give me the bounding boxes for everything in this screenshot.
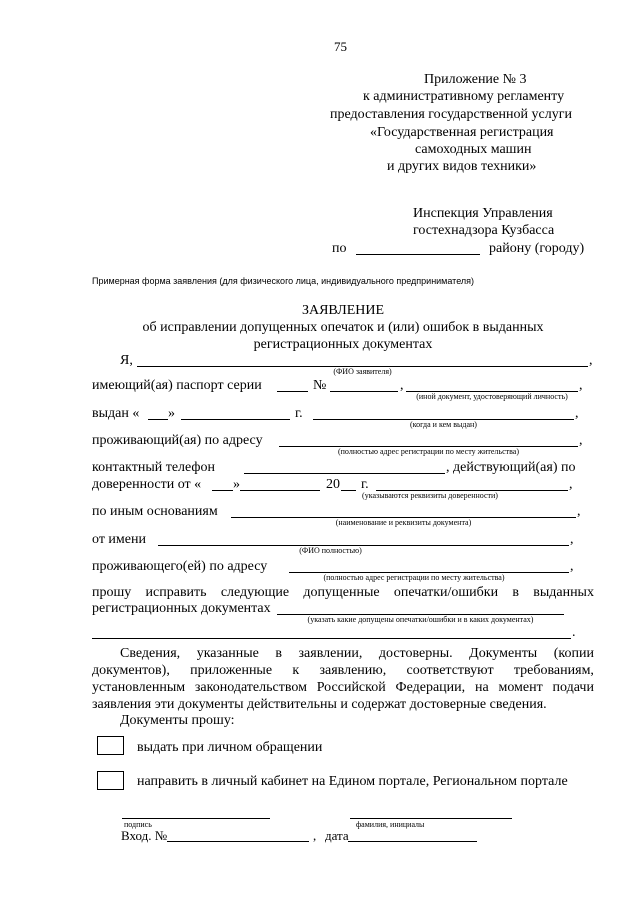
addressee-suffix: району (городу) [489,241,585,256]
field-hint: (ФИО заявителя) [333,367,392,376]
residing2-label: проживающего(ей) по адресу [92,559,268,574]
issued-day-field[interactable] [148,419,168,420]
appendix-line: и других видов техники» [387,159,537,174]
issued-label: выдан « [92,406,140,421]
date-label: дата [325,828,349,843]
option-in-person-checkbox[interactable] [97,736,124,755]
appendix-line: самоходных машин [415,142,532,157]
request-line: прошу исправить следующие допущенные опечатки/ошибки в выданных [92,585,594,600]
proxy-label: доверенности от « [92,477,202,492]
option-portal-label: направить в личный кабинет на Едином портале, Региональном портале [137,774,568,789]
district-field[interactable] [356,254,480,255]
passport-series-field[interactable] [277,391,308,392]
documents-request-label: Документы прошу: [120,713,235,728]
statement-paragraph: заявления эти документы действительны и содержат достоверные сведения. [92,697,547,712]
appendix-line: к административному регламенту [363,89,565,104]
statement-paragraph: документов), приложенные к заявлению, соответствуют требованиям, [92,663,594,678]
addressee-line: Инспекция Управления [413,206,553,221]
passport-number-label: № [313,378,327,393]
signature-label: подпись [124,820,152,829]
appendix-line: предоставления государственной услуги [330,107,572,122]
proxy-quote: » [233,477,240,492]
proxy-year-prefix: 20 [326,477,340,492]
field-hint: (когда и кем выдан) [410,420,477,429]
full-name-field[interactable] [350,818,512,819]
incoming-number-label: Вход. № [121,828,168,843]
appendix-line: Приложение № 3 [424,72,527,87]
passport-number-field[interactable] [330,391,398,392]
document-subtitle: об исправлении допущенных опечаток и (или) ошибок в выданных [142,320,544,335]
statement-paragraph: установленным законодательством Российской Федерации, на момент подачи [92,680,594,695]
field-hint: (полностью адрес регистрации по месту жительства) [337,447,520,456]
field-hint: (наименование и реквизиты документа) [335,518,472,527]
phone-field[interactable] [244,473,445,474]
field-hint: (указать какие допущены опечатки/ошибки и в каких документах) [307,615,534,624]
full-name-label: фамилия, инициалы [356,820,425,829]
form-note: Примерная форма заявления (для физического лица, индивидуального предпринимателя) [92,276,475,286]
incoming-number-field[interactable] [167,841,309,842]
addressee-prefix: по [332,241,347,256]
appendix-line: «Государственная регистрация [370,125,554,140]
request-details-field-2[interactable] [92,638,571,639]
document-title: ЗАЯВЛЕНИЕ [301,303,385,318]
acting-label: , действующий(ая) по [446,460,576,475]
issued-year-label: г. [295,406,303,421]
applicant-label: Я, [120,353,133,368]
field-hint: (полностью адрес регистрации по месту жительства) [323,573,505,582]
proxy-year-label: г. [361,477,369,492]
request-line-2: регистрационных документах [92,601,271,616]
document-subtitle: регистрационных документах [253,337,433,352]
statement-paragraph: Сведения, указанные в заявлении, достоверны. Документы (копии [120,646,594,661]
other-grounds-label: по иным основаниям [92,504,218,519]
field-hint: (указываются реквизиты доверенности) [362,491,498,500]
signature-field[interactable] [122,818,270,819]
residing-label: проживающий(ая) по адресу [92,433,263,448]
phone-label: контактный телефон [92,460,215,475]
page-number: 75 [334,39,347,54]
passport-label: имеющий(ая) паспорт серии [92,378,262,393]
addressee-line: гостехнадзора Кузбасса [413,223,555,238]
field-hint: (ФИО полностью) [299,546,362,555]
date-field[interactable] [348,841,477,842]
issued-quote: » [168,406,175,421]
issued-month-field[interactable] [181,419,290,420]
on-behalf-label: от имени [92,532,146,547]
option-in-person-label: выдать при личном обращении [137,740,323,755]
proxy-day-field[interactable] [212,490,233,491]
option-portal-checkbox[interactable] [97,771,124,790]
field-hint: (иной документ, удостоверяющий личность) [416,392,568,401]
proxy-month-field[interactable] [240,490,320,491]
